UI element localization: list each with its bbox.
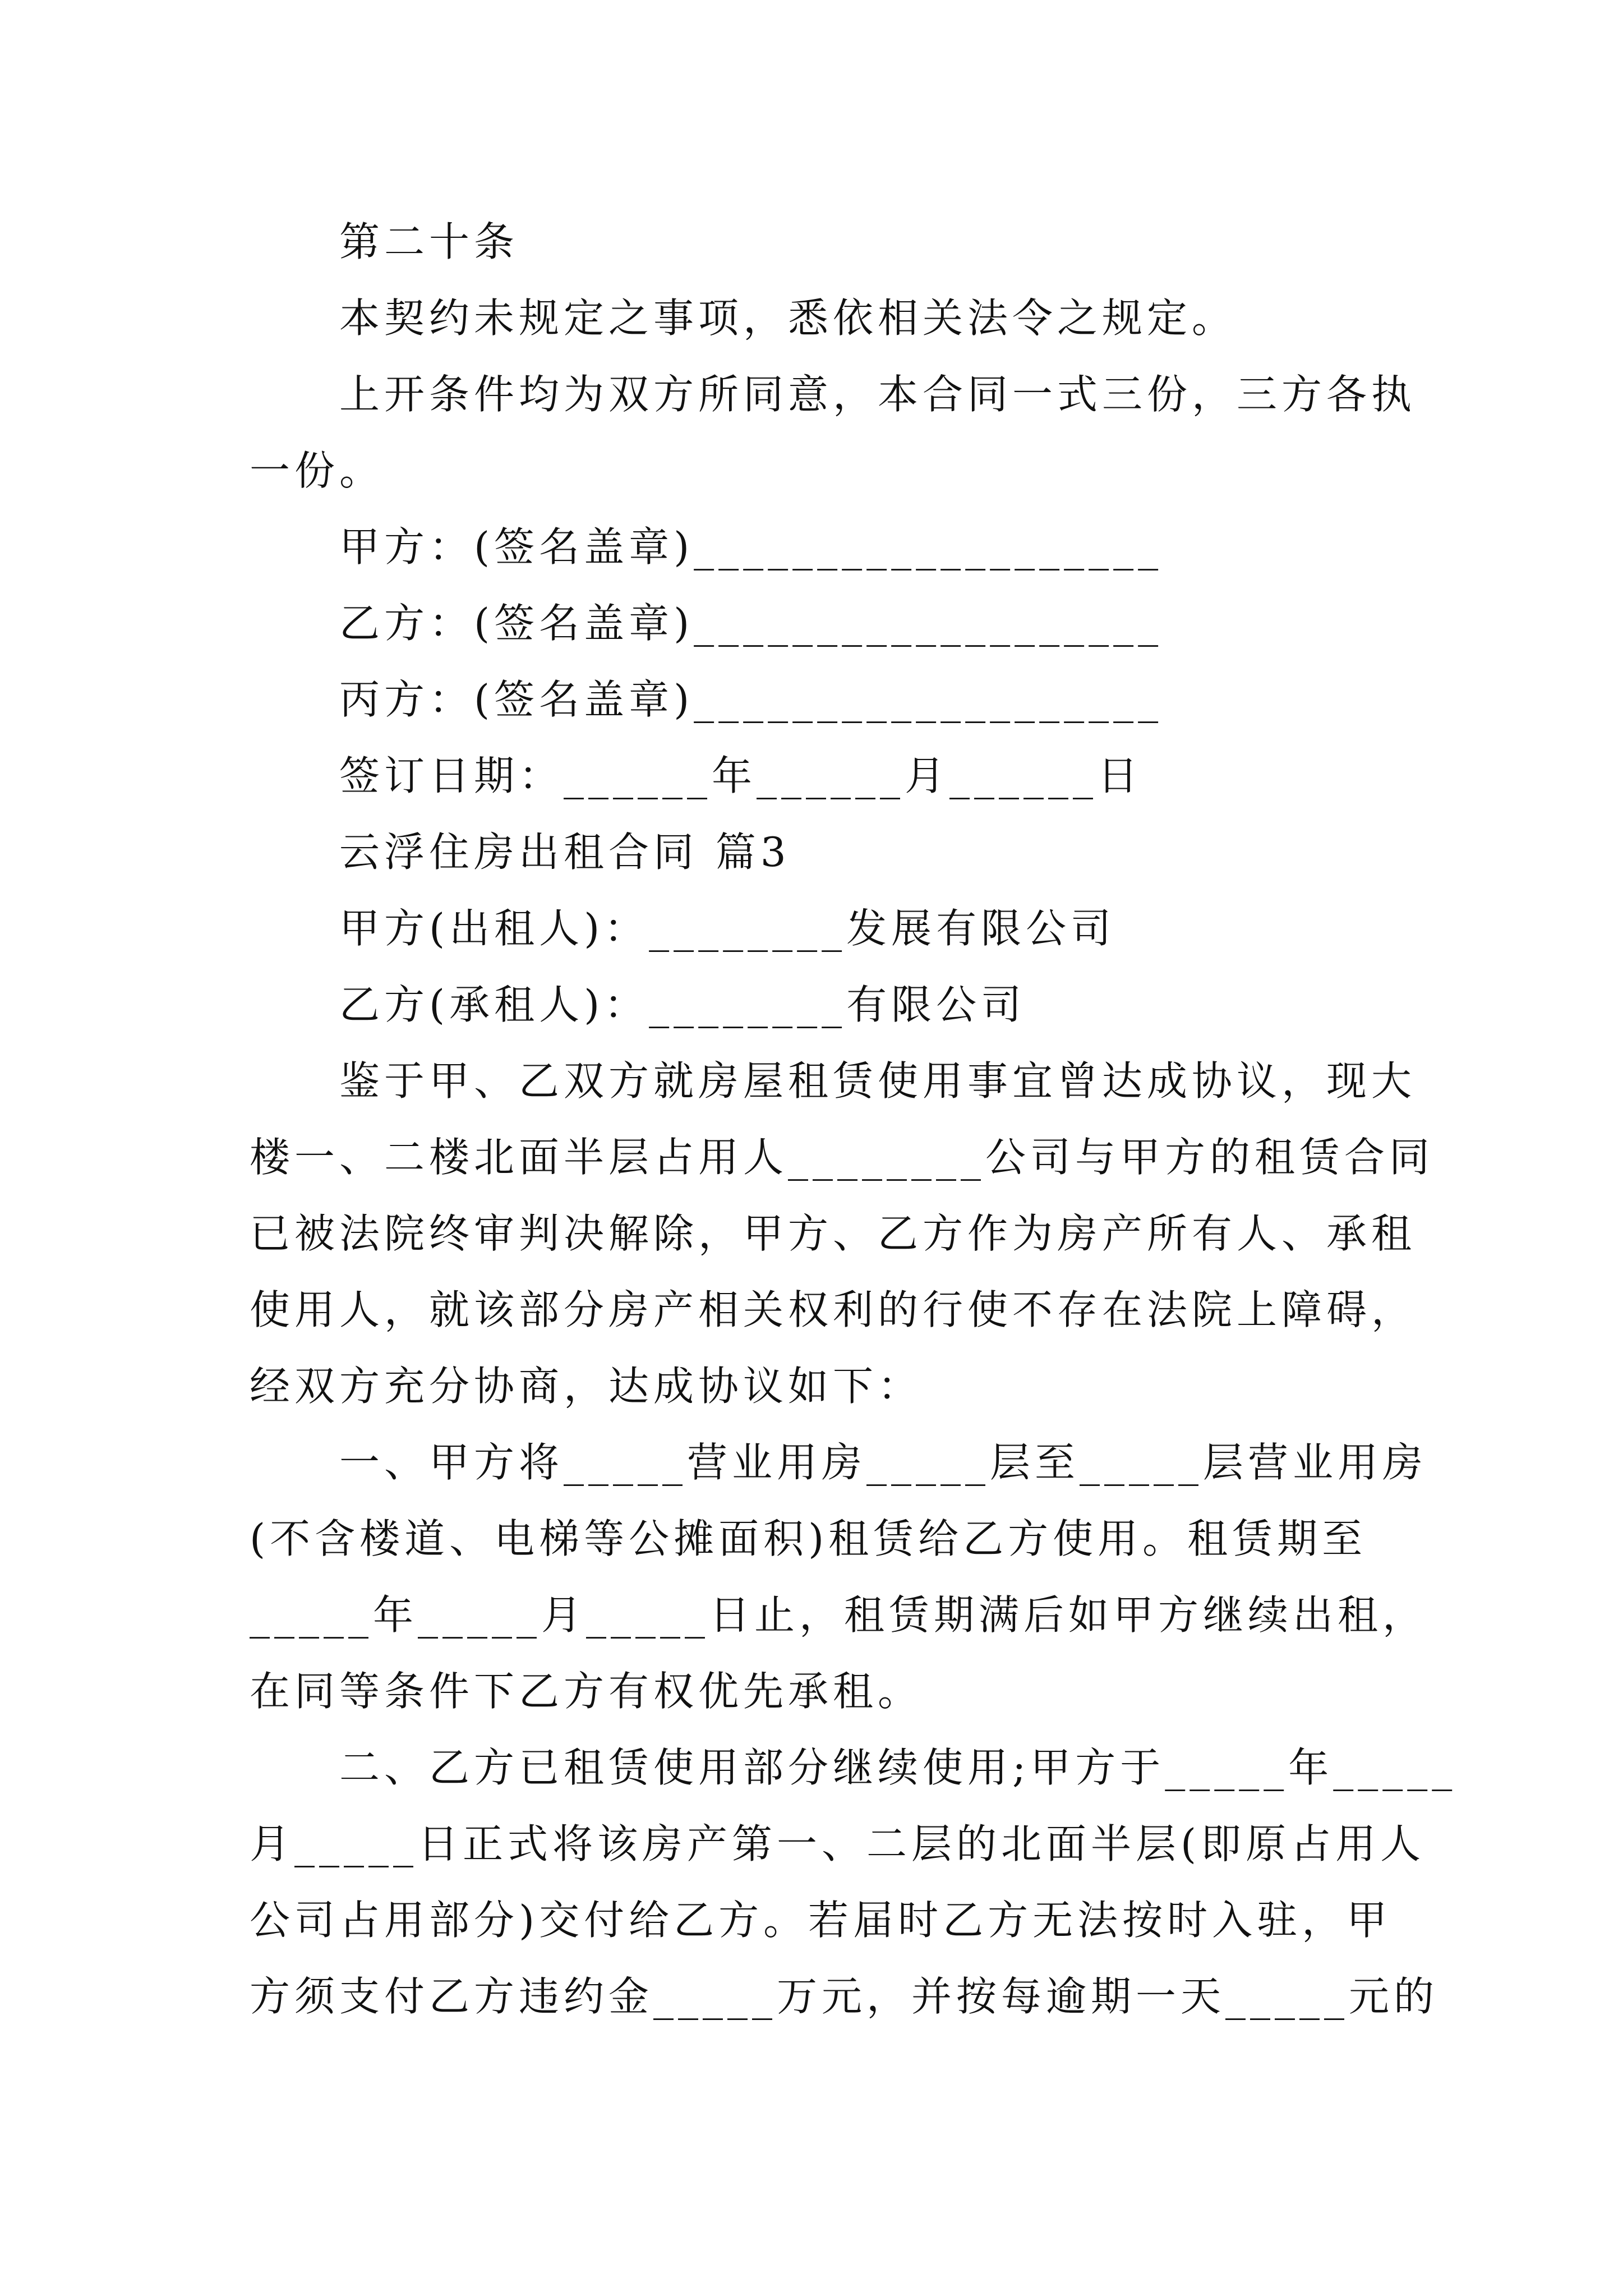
paragraph-line: 鉴于甲、乙双方就房屋租赁使用事宜曾达成协议，现大 — [339, 1057, 1417, 1105]
paragraph-line: 使用人，就该部分房产相关权利的行使不存在法院上障碍， — [250, 1286, 1417, 1333]
paragraph-line: 一份。 — [250, 447, 385, 494]
paragraph-line: 楼一、二楼北面半层占用人________公司与甲方的租赁合同 — [250, 1134, 1435, 1181]
signature-line-party-b: 乙方：(签名盖章)___________________ — [339, 600, 1163, 647]
clause-one-line: (不含楼道、电梯等公摊面积)租赁给乙方使用。租赁期至 — [250, 1515, 1367, 1562]
clause-two-line: 公司占用部分)交付给乙方。若届时乙方无法按时入驻，甲 — [250, 1897, 1392, 1944]
paragraph-line: 已被法院终审判决解除，甲方、乙方作为房产所有人、承租 — [250, 1210, 1417, 1257]
clause-two-line: 月_____日正式将该房产第一、二层的北面半层(即原占用人 — [250, 1820, 1426, 1867]
clause-one-line: _____年_____月_____日止，租赁期满后如甲方继续出租， — [250, 1591, 1428, 1639]
signature-line-party-c: 丙方：(签名盖章)___________________ — [339, 676, 1163, 723]
clause-two-line: 方须支付乙方违约金_____万元，并按每逾期一天_____元的 — [250, 1973, 1439, 2020]
clause-one-line: 一、甲方将_____营业用房_____层至_____层营业用房 — [339, 1439, 1428, 1486]
section-title: 云浮住房出租合同 篇3 — [339, 829, 791, 876]
signature-line-party-a: 甲方：(签名盖章)___________________ — [339, 523, 1163, 570]
paragraph-line: 本契约未规定之事项，悉依相关法令之规定。 — [339, 295, 1237, 342]
clause-two-line: 二、乙方已租赁使用部分继续使用;甲方于_____年_____ — [339, 1744, 1457, 1791]
clause-one-line: 在同等条件下乙方有权优先承租。 — [250, 1668, 923, 1715]
party-b-line: 乙方(承租人)：________有限公司 — [339, 981, 1026, 1028]
signing-date-line: 签订日期：______年______月______日 — [339, 752, 1143, 799]
paragraph-line: 上开条件均为双方所同意，本合同一式三份，三方各执 — [339, 371, 1417, 418]
party-a-line: 甲方(出租人)：________发展有限公司 — [339, 905, 1116, 952]
clause-heading: 第二十条 — [339, 218, 519, 265]
paragraph-line: 经双方充分协商，达成协议如下： — [250, 1363, 923, 1410]
